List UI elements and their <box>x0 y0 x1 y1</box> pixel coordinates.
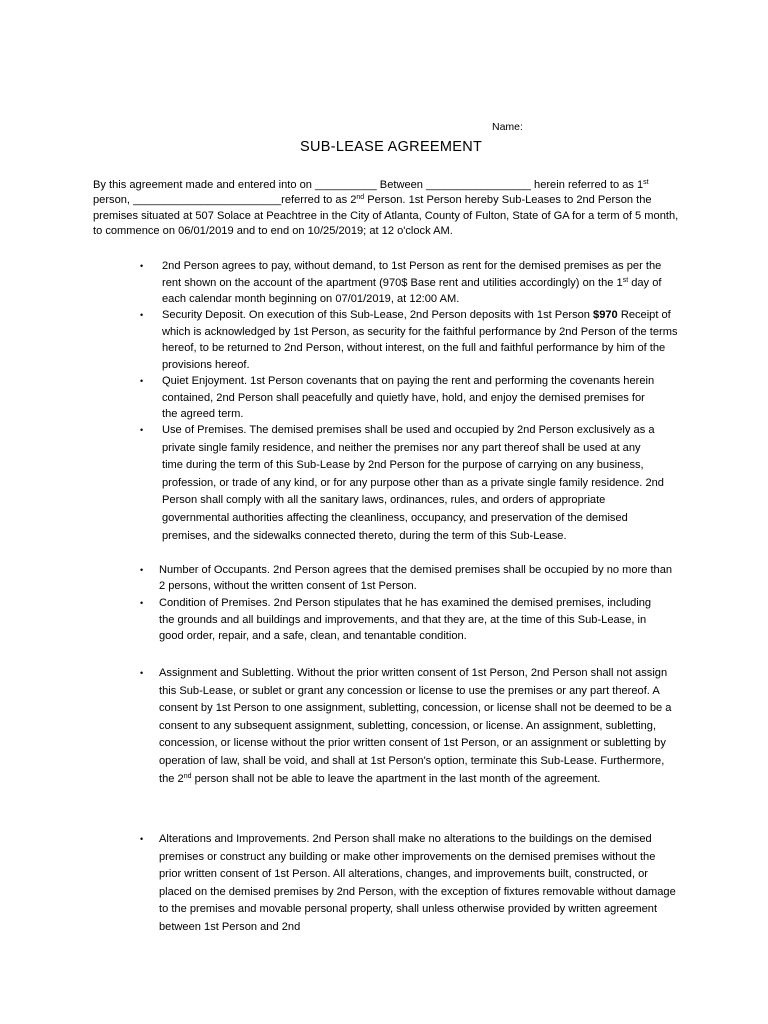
bullet-icon: • <box>140 565 144 575</box>
bullet-icon: • <box>140 261 144 271</box>
clause-quiet-enjoyment-text: Quiet Enjoyment. 1st Person covenants that on paying the rent and performing the covenants herein contained, 2nd Person shall peacefully and quietly have, hold, and enjoy the demised premises for the agreed term. <box>162 375 655 421</box>
bullet-icon: • <box>140 668 144 678</box>
clause-condition-of-premises-text: Condition of Premises. 2nd Person stipulates that he has examined the demised premises, including the grounds and all buildings and improvements, and that they are, at the time of this Sub-Lease, in good order, repair, and a safe, clean, and tenantable condition. <box>159 597 652 643</box>
intro-paragraph <box>93 178 683 240</box>
bullet-icon: • <box>140 598 144 608</box>
clause-security-deposit-text <box>162 307 682 373</box>
clause-rent-text <box>162 258 680 308</box>
clause-number-of-occupants-text: Number of Occupants. 2nd Person agrees that the demised premises shall be occupied by no more than 2 persons, without the written consent of 1st Person. <box>159 564 673 592</box>
clause-security-deposit-text-b: Receipt of which is acknowledged by 1st Person, as security for the faithful performance by 2nd Person of the terms hereof, to be returned to 2nd Person, without interest, on the full and faithful performance by him of the provisions hereof. <box>162 309 678 371</box>
intro-superscript-2: nd <box>356 194 365 202</box>
name-label: Name: <box>492 121 523 133</box>
deposit-amount: $970 <box>593 309 618 321</box>
intro-text-1: By this agreement made and entered into on __________ Between _________________ herein referred to as 1 <box>93 179 644 191</box>
clause-assignment-text-b: person shall not be able to leave the apartment in the last month of the agreement. <box>191 772 601 785</box>
clause-rent-superscript: st <box>622 276 629 284</box>
intro-superscript-1: st <box>643 179 649 186</box>
bullet-icon: • <box>140 310 144 320</box>
clause-rent-text-b: day of each calendar month beginning on 07/01/2019, at 12:00 AM. <box>162 276 662 306</box>
document-title: SUB-LEASE AGREEMENT <box>300 139 483 155</box>
bullet-icon: • <box>140 834 144 844</box>
bullet-icon: • <box>140 376 144 386</box>
intro-text-3: Person. 1st Person hereby Sub-Leases to 2nd Person the premises situated at 507 Solace at Peachtree in the City of Atlanta, County of Fulton, State of GA for a term of 5 month, to commence on 06/01/2019 and to end on 10/25/2019; at 12 o'clock AM. <box>93 194 679 238</box>
clause-alterations-and-improvements-text: Alterations and Improvements. 2nd Person shall make no alterations to the buildings on the demised premises or construct any building or make other improvements on the demised premises without the prior written consent of 1st Person. All alterations, changes, and improvements built, constructed, or placed on the demised premises by 2nd Person, with the exception of fixtures removable without damage to the premises and movable personal property, shall unless otherwise provided by written agreement between 1st Person and 2nd <box>159 833 676 933</box>
clause-assignment-and-subletting-text <box>159 665 674 788</box>
intro-text-2: person, ________________________referred to as 2 <box>93 194 357 207</box>
clause-assignment-text-a: Assignment and Subletting. Without the prior written consent of 1st Person, 2nd Person shall not assign this Sub-Lease, or sublet or grant any concession or license to use the premises or any part thereof. A consent by 1st Person to one assignment, subletting, concession, or license shall not be deemed to be a consent to any subsequent assignment, subletting, concession, or license. An assignment, subletting, concession, or license without the prior written consent of 1st Person, or an assignment or subletting by operation of law, shall be void, and shall at 1st Person's option, terminate this Sub-Lease. Furthermore, the 2 <box>159 667 672 785</box>
clause-security-deposit-text-a: Security Deposit. On execution of this Sub-Lease, 2nd Person deposits with 1st Person <box>162 309 594 321</box>
clause-assignment-superscript: nd <box>183 772 192 780</box>
bullet-icon: • <box>140 425 144 435</box>
clause-rent-text-a: 2nd Person agrees to pay, without demand, to 1st Person as rent for the demised premises as per the rent shown on the account of the apartment (970$ Base rent and utilities accordingly) on the 1 <box>162 260 662 289</box>
clause-use-of-premises-text: Use of Premises. The demised premises shall be used and occupied by 2nd Person exclusively as a private single family residence, and neither the premises nor any part thereof shall be used at any time during the term of this Sub-Lease by 2nd Person for the purpose of carrying on any business, profession, or trade of any kind, or for any purpose other than as a private single family residence. 2nd Person shall comply with all the sanitary laws, ordinances, rules, and orders of appropriate governmental authorities affecting the cleanliness, occupancy, and preservation of the demised premises, and the sidewalks connected thereto, during the term of this Sub-Lease. <box>162 424 664 542</box>
